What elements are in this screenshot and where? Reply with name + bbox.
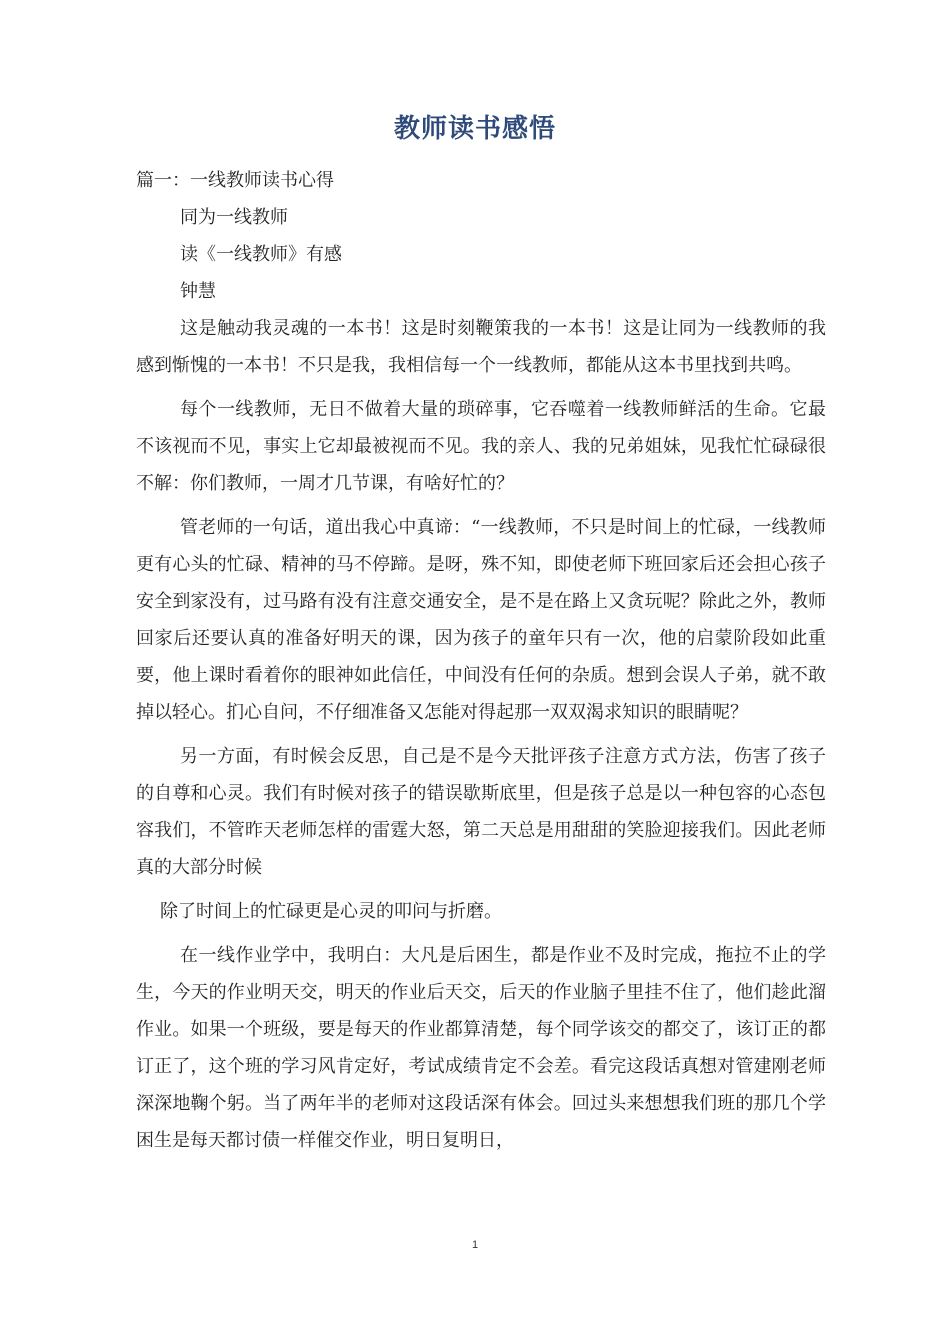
short-line: 除了时间上的忙碌更是心灵的叩问与折磨。 (160, 901, 502, 922)
paragraph-5: 在一线作业学中，我明白：大凡是后困生，都是作业不及时完成，拖拉不止的学生，今天的作业明天交，明天的作业后天交，后天的作业脑子里挂不住了，他们趁此溜作业。如果一个班级，要是每天的作业都算清楚，每个同学该交的都交了，该订正的都订正了，这个班的学习风肯定好，考试成绩肯定不会差。看完这段话真想对管建刚老师深深地鞠个躬。当了两年半的老师对这段话深有体会。回过头来想想我们班的那几个学困生是每天都讨债一样催交作业，明日复明日， (136, 945, 826, 1151)
paragraph-2: 每个一线教师，无日不做着大量的琐碎事，它吞噬着一线教师鲜活的生命。它最不该视而不见，事实上它却最被视而不见。我的亲人、我的兄弟姐妹，见我忙忙碌碌很不解：你们教师，一周才几节课，有啥好忙的？ (136, 399, 826, 494)
document-body (136, 162, 826, 1159)
paragraph-3: 管老师的一句话，道出我心中真谛：“一线教师，不只是时间上的忙碌，一线教师更有心头的忙碌、精神的马不停蹄。是呀，殊不知，即使老师下班回家后还会担心孩子安全到家没有，过马路有没有注意交通安全，是不是在路上又贪玩呢？除此之外，教师回家后还要认真的准备好明天的课，因为孩子的童年只有一次，他的启蒙阶段如此重要，他上课时看着你的眼神如此信任，中间没有任何的杂质。想到会误人子弟，就不敢掉以轻心。扪心自问，不仔细准备又怎能对得起那一双双渴求知识的眼睛呢？ (136, 517, 826, 723)
paragraph-1: 这是触动我灵魂的一本书！这是时刻鞭策我的一本书！这是让同为一线教师的我感到惭愧的一本书！不只是我，我相信每一个一线教师，都能从这本书里找到共鸣。 (136, 318, 826, 376)
document-title: 教师读书感悟 (393, 114, 556, 144)
subtitle-1: 同为一线教师 (180, 207, 288, 228)
page-number: 1 (471, 1239, 479, 1251)
author-name: 钟慧 (180, 281, 216, 302)
paragraph-4: 另一方面，有时候会反思，自己是不是今天批评孩子注意方式方法，伤害了孩子的自尊和心灵。我们有时候对孩子的错误歇斯底里，但是孩子总是以一种包容的心态包容我们，不管昨天老师怎样的雷霆大怒，第二天总是用甜甜的笑脸迎接我们。因此老师真的大部分时候 (136, 746, 826, 878)
subtitle-2: 读《一线教师》有感 (180, 244, 342, 265)
section-heading: 篇一：一线教师读书心得 (136, 170, 334, 191)
